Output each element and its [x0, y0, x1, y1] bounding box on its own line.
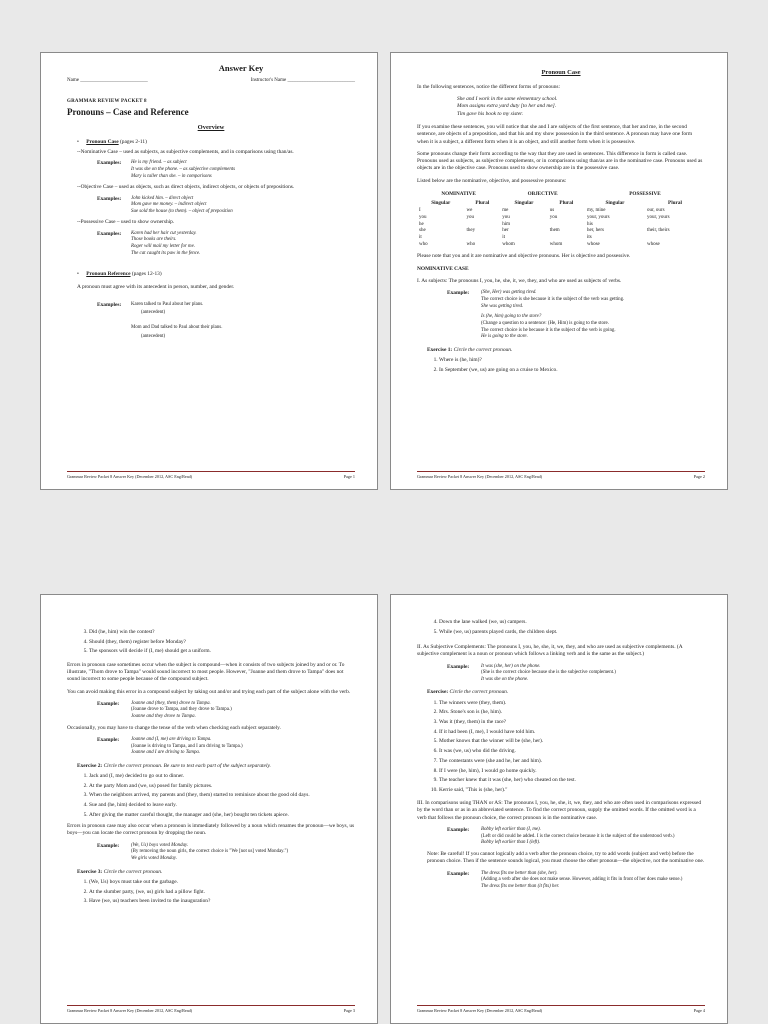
list-item: 8. If I were (he, him), I would go home quickly. — [439, 768, 705, 775]
table-cell — [548, 235, 585, 242]
pronoun-reference-bullet — [77, 271, 355, 278]
table-cell: you — [549, 214, 558, 220]
exercise-1-title — [427, 347, 705, 354]
paragraph: Errors in pronoun case sometimes occur when the subject is compound—when it consists of two subjects joined by and or or. To illustrate, "Thom drove to Tampa" would sound incorrect to most people. However, "Joanne and them drove to Tampa" does not sound incorrect to some people because of the compound subject. — [67, 661, 345, 683]
paragraph: Some pronouns change their form according to the way that they are used in sentences. This difference in form is called case. Pronouns used as subjects, as subjective complements, or in comparisons using than/as are in the nominative case. Pronouns used as objects are in the objective case. Pronouns used to show ownership are in the possessive case. — [417, 150, 703, 172]
example-line: (Adding a verb after she does not make sense. However, adding it fits in front of her does make sense.) — [481, 877, 683, 883]
page-3 — [40, 594, 378, 1024]
list-item: 1. (We, Us) boys must take out the garbage. — [89, 879, 355, 886]
paragraph: If you examine these sentences, you will notice that she and I are subjects of the first sentence, that her and me, in the second sentence, are objects of a preposition, and that his and my show possession in the third sentence. A pronoun may have one form when it is a subject, a different form when it is an object, and still another form when it is possessive. — [417, 123, 693, 145]
footer — [417, 1005, 705, 1014]
table-cell: it — [502, 235, 506, 241]
examples-label: Examples: — [97, 160, 122, 167]
example-line: We girls voted Monday. — [131, 855, 178, 861]
example-c — [97, 843, 355, 863]
page-1 — [40, 52, 378, 490]
example-line: (Joanne is driving to Tampa, and I am driving to Tampa.) — [131, 743, 243, 749]
example-b — [97, 737, 355, 757]
pronoun-reference-label: Pronoun Reference — [86, 271, 131, 278]
table-cell: you — [502, 214, 510, 220]
example-line: Bobby left earlier than I (left). — [481, 840, 541, 846]
exercise-label: Exercise 1: — [427, 346, 453, 353]
list-item: 3. Have (we, us) teachers been invited to the inauguration? — [89, 898, 355, 905]
example-line: (Left or did could be added. I is the correct choice because it is the subject of the understood verb.) — [481, 833, 675, 839]
footer-text: Grammar Review Packet 8 Answer Key (December 2012, ASC Eng/Read) — [67, 1008, 193, 1014]
table-group-header: OBJECTIVE — [527, 191, 558, 198]
table-cell — [464, 222, 500, 229]
example-a — [97, 701, 355, 721]
table-cell: them — [549, 228, 560, 234]
table-row — [417, 222, 705, 229]
example-line: Mom gave me money. – indirect object — [131, 202, 207, 208]
pronoun-case-bullet — [77, 139, 355, 146]
table-cell: whom — [549, 241, 563, 247]
footer — [67, 1005, 355, 1014]
list-item: 2. At the slumber party, (we, us) girls had a pillow fight. — [89, 889, 355, 896]
example-line: Mom and Dad talked to Paul about their plans. — [131, 324, 223, 330]
example-line: The cat caught its paw in the fence. — [131, 250, 201, 256]
table-cell: you — [466, 214, 474, 220]
example-label: Example: — [97, 736, 120, 743]
example-label: Example: — [447, 870, 470, 877]
exercise-instruction: Circle the correct pronoun. — [103, 868, 163, 875]
pronoun-case-pages: (pages 2-11) — [120, 138, 147, 145]
list-item: 3. Did (he, him) win the contest? — [89, 629, 355, 636]
objective-def: --Objective Case – used as objects, such as direct objects, indirect objects, or objects of prepositions. — [77, 184, 295, 191]
example-line: (She, Her) was getting tired. — [481, 290, 537, 296]
exercise-instruction: Circle the correct pronoun. Be sure to test each part of the subject separately. — [103, 762, 271, 769]
list-item: 2. In September (we, us) are going on a cruise to Mexico. — [439, 367, 705, 374]
sample-sentences — [457, 96, 705, 118]
table-cell: his — [586, 221, 593, 227]
list-item: 10. Kerrie said, "This is (she, her)." — [439, 787, 705, 794]
example-line: (She is the correct choice because she is the subjective complement.) — [481, 670, 616, 676]
example-line: (By removing the noun girls, the correct choice is "We [not us] voted Monday.") — [131, 849, 289, 855]
table-cell: whom — [502, 241, 515, 247]
example-line: The correct choice is he because it is the subject of the verb is going. — [481, 327, 616, 333]
paragraph: Listed below are the nominative, objective, and possessive pronouns: — [417, 177, 567, 184]
table-cell: you — [419, 214, 427, 220]
example-label: Example: — [97, 700, 120, 707]
example-line: Karen had her hair cut yesterday. — [131, 230, 197, 236]
example-line: (We, Us) boys voted Monday. — [131, 842, 189, 848]
nominative-examples — [97, 160, 355, 180]
intro: In the following sentences, notice the different forms of pronouns: — [417, 83, 561, 90]
table-cell: we — [466, 208, 473, 214]
table-subheader: Singular — [605, 200, 625, 207]
example-line: Mary is taller than she. – in comparisons — [131, 173, 212, 179]
list-item: 4. Sue and (he, him) decided to leave early. — [89, 802, 355, 809]
list-item: 5. While (we, us) parents played cards, the children slept. — [439, 629, 705, 636]
objective-examples — [97, 196, 355, 216]
section-2-example — [447, 664, 705, 684]
table-row — [417, 208, 705, 215]
sample-line: Tim gave his book to my sister. — [457, 110, 524, 117]
examples-label: Examples: — [97, 230, 122, 237]
table-subheader: Plural — [559, 200, 574, 207]
table-cell: their, theirs — [646, 228, 670, 234]
section-3: III. In comparisons using THAN or AS: The pronouns I, you, he, she, it, we, they, and who are often used in comparisons expressed by the word than or as in an abbreviated sentence. To find the correct pronoun, supply the omitted words. If the omitted word is a verb that follows the pronoun choice, the correct pronoun is in the nominative case. — [417, 800, 702, 821]
table-subheader: Singular — [514, 200, 534, 207]
footer — [417, 471, 705, 480]
note-example — [447, 871, 705, 891]
sample-line: Mom assigns extra yard duty [to her and me]. — [457, 103, 557, 110]
section-3-example — [447, 827, 705, 847]
table-cell: whose — [586, 241, 600, 247]
page-title: Pronouns – Case and Reference — [67, 106, 189, 117]
paragraph: Occasionally, you may have to change the tense of the verb when checking each subject separately. — [67, 724, 281, 731]
exercise-3-title — [77, 869, 355, 876]
exercise-label: Exercise 3: — [77, 868, 103, 875]
example-line: He is my friend. – as subject — [131, 160, 187, 166]
exercise-label: Exercise 2: — [77, 762, 103, 769]
example-line: She was getting tired. — [481, 303, 524, 309]
section-2: II. As Subjective Complements: The pronouns I, you, he, she, it, we, they, and who are used as subjective complements. (A subjective complement is a noun or pronoun which follows a linking verb and is the same as the subject.) — [417, 643, 683, 658]
example-line: It was she on the phone. — [481, 676, 529, 682]
table-cell: they — [466, 228, 476, 234]
exercise-label: Exercise: — [427, 689, 449, 696]
list-item: 1. Jack and (I, me) decided to go out to dinner. — [89, 773, 355, 780]
example-line: It was (she, her) on the phone. — [481, 663, 541, 669]
example-line: It was she on the phone. – as subjective complements — [131, 167, 236, 173]
table-cell — [645, 235, 705, 242]
table-cell — [464, 235, 500, 242]
instructor-label: Instructor's Name ___________________________ — [250, 78, 355, 84]
footer-text: Grammar Review Packet 8 Answer Key (December 2012, ASC Eng/Read) — [67, 474, 193, 480]
list-item: 7. The contestants were (she and he, her and him). — [439, 758, 705, 765]
table-group-header: POSSESSIVE — [629, 191, 661, 198]
overview-heading: Overview — [197, 124, 225, 132]
exercise-instruction: Circle the correct pronoun. — [453, 346, 513, 353]
packet-label: GRAMMAR REVIEW PACKET 8 — [67, 99, 147, 105]
list-item: 2. Mrs. Stone's son is (he, him). — [439, 709, 705, 716]
example-line: The correct choice is she because it is the subject of the verb was getting. — [481, 297, 625, 303]
exercise-3-continued — [439, 619, 705, 636]
table-cell: he — [419, 221, 424, 227]
table-cell: she — [419, 228, 426, 234]
example-line: He is going to the store. — [481, 334, 528, 340]
list-item: 3. When the neighbors arrived, my parents and (they, them) started to reminisce about the good old days. — [89, 792, 355, 799]
nominative-case-heading: NOMINATIVE CASE — [417, 265, 469, 272]
exercise-4-list — [439, 700, 705, 794]
table-cell — [548, 222, 585, 229]
list-item: 6. It was (we, us) who did the driving. — [439, 748, 705, 755]
name-label: Name ___________________________ — [67, 78, 148, 84]
example-line: John kicked him. – direct object — [131, 195, 194, 201]
table-cell: who — [466, 241, 476, 247]
table-cell: me — [502, 208, 509, 214]
paragraph: Errors in pronoun case may also occur when a pronoun is immediately followed by a noun which renames the pronoun—we boys, us boys—you can locate the correct pronoun by dropping the noun. — [67, 823, 355, 837]
page-number: Page 1 — [343, 474, 355, 480]
footer-text: Grammar Review Packet 8 Answer Key (December 2012, ASC Eng/Read) — [417, 1008, 543, 1014]
table-cell: your, yours — [586, 214, 610, 220]
example-line: Karen talked to Paul about her plans. — [131, 301, 204, 307]
example-line: Joanne and I are driving to Tampa. — [131, 750, 201, 756]
example-line: Those books are theirs. — [131, 237, 177, 243]
list-item: 3. Was it (they, them) in the race? — [439, 719, 705, 726]
list-item: 1. The winners were (they, them). — [439, 700, 705, 707]
table-cell: it — [419, 235, 422, 241]
page-number: Page 4 — [693, 1008, 705, 1014]
table-subheader: Singular — [431, 200, 451, 207]
table-cell: us — [549, 208, 555, 214]
section-1: I. As subjects: The pronouns I, you, he, she, it, we, they, and who are used as subjects of verbs. — [417, 278, 622, 285]
answer-key-title: Answer Key — [218, 63, 264, 73]
example-line: Is (he, him) going to the store? — [481, 314, 542, 320]
table-subheader: Plural — [668, 200, 682, 207]
exercise-1-list — [439, 357, 705, 374]
nominative-def: --Nominative Case – used as subjects, as subjective complements, and in comparisons using than/as. — [77, 149, 294, 156]
table-cell: our, ours — [646, 208, 665, 214]
possessive-def: --Possessive Case – used to show ownership. — [77, 219, 175, 226]
example-line: Joanne and they drove to Tampa. — [131, 714, 196, 720]
example-line: Bobby left earlier than (I, me). — [481, 827, 541, 833]
list-item: 4. Down the lane walked (we, us) campers. — [439, 619, 705, 626]
example-label: Example: — [97, 842, 120, 849]
example-line: Sue sold the house (to them). – object of preposition — [131, 208, 233, 214]
table-cell: who — [419, 241, 428, 247]
pronoun-reference-pages: (pages 12-13) — [131, 271, 162, 278]
list-item: 5. After giving the matter careful thought, the manager and (she, her) bought ten tickets apiece. — [89, 812, 355, 819]
example-line: (Joanne drove to Tampa, and they drove to Tampa.) — [131, 707, 232, 713]
footer-text: Grammar Review Packet 8 Answer Key (December 2012, ASC Eng/Read) — [417, 474, 543, 480]
table-cell: him — [502, 221, 511, 227]
example-line: Joanne and (they, them) drove to Tampa. — [131, 700, 211, 706]
table-cell: my, mine — [586, 208, 606, 214]
table-cell: your, yours — [646, 214, 670, 220]
paragraph: You can avoid making this error in a compound subject by taking out and/or and trying each part of the subject alone with the verb. — [67, 688, 351, 695]
list-item: 5. Mother knows that the winner will be (she, her). — [439, 738, 705, 745]
exercise-2-title — [77, 763, 355, 770]
footer — [67, 471, 355, 480]
note: Note: Be careful! If you cannot logically add a verb after the pronoun choice, try to add words (subject and verb) before the pronoun choice. Then if the sentence sounds logical, you must choose the other pronoun—the objective, not the nominative one. — [427, 850, 705, 865]
antecedent-note: (antecedent) — [141, 310, 166, 316]
examples-label: Examples: — [97, 195, 122, 202]
sample-line: She and I work in the same elementary school. — [457, 96, 558, 103]
table-cell: whose — [646, 241, 660, 247]
example-line: Joanne and (I, me) are driving to Tampa. — [131, 736, 212, 742]
example-label: Example: — [447, 827, 470, 834]
table-row — [417, 235, 705, 242]
exercise-4-title — [427, 689, 705, 696]
pronoun-table — [417, 190, 705, 249]
exercise-instruction: Circle the correct pronoun. — [449, 689, 509, 696]
note: Please note that you and it are nominative and objective pronouns. Her is objective and possessive. — [417, 252, 631, 259]
example-line: The dress fits me better than (she, her). — [481, 870, 558, 876]
table-cell: its — [586, 235, 592, 241]
exercise-2-list — [89, 773, 355, 819]
list-item: 5. The sponsors will decide if (I, me) should get a uniform. — [89, 648, 355, 655]
pronoun-case-label: Pronoun Case — [86, 138, 119, 145]
list-item: 2. At the party Mom and (we, us) posed for family pictures. — [89, 783, 355, 790]
name-row — [67, 78, 355, 85]
page-2 — [390, 52, 728, 490]
list-item: 4. Should (they, them) register before Monday? — [89, 639, 355, 646]
page-4 — [390, 594, 728, 1024]
reference-examples — [97, 302, 355, 340]
example-line: (Change a question to a sentence: (He, Him) is going to the store. — [481, 320, 609, 326]
list-item: 9. The teacher knew that it was (she, her) who cheated on the test. — [439, 777, 705, 784]
table-subheader: Plural — [475, 200, 490, 207]
table-cell — [645, 222, 705, 229]
table-row — [417, 228, 705, 235]
table-group-header: NOMINATIVE — [441, 191, 476, 198]
example-line: The dress fits me better than (it fits) her. — [481, 883, 560, 889]
table-row — [417, 215, 705, 222]
table-cell: her, hers — [586, 228, 604, 234]
exercise-3-list — [89, 879, 355, 906]
example-line: Roger will mail my letter for me. — [131, 243, 195, 249]
table-cell: her — [502, 228, 509, 234]
page-number: Page 3 — [343, 1008, 355, 1014]
example-label: Example: — [447, 290, 470, 297]
possessive-examples — [97, 231, 355, 257]
page-number: Page 2 — [693, 474, 705, 480]
list-item: 1. Where is (he, him)? — [439, 357, 705, 364]
examples-label: Examples: — [97, 301, 122, 308]
example-label: Example: — [447, 663, 470, 670]
section-1-example — [447, 290, 705, 340]
list-item: 4. If it had been (I, me), I would have told him. — [439, 729, 705, 736]
pronoun-case-heading: Pronoun Case — [541, 69, 581, 76]
reference-def: A pronoun must agree with its antecedent in person, number, and gender. — [77, 284, 235, 291]
exercise-1-continued — [89, 629, 355, 656]
table-row — [417, 242, 705, 249]
antecedent-note: (antecedent) — [141, 333, 166, 339]
table-cell: I — [419, 208, 421, 214]
